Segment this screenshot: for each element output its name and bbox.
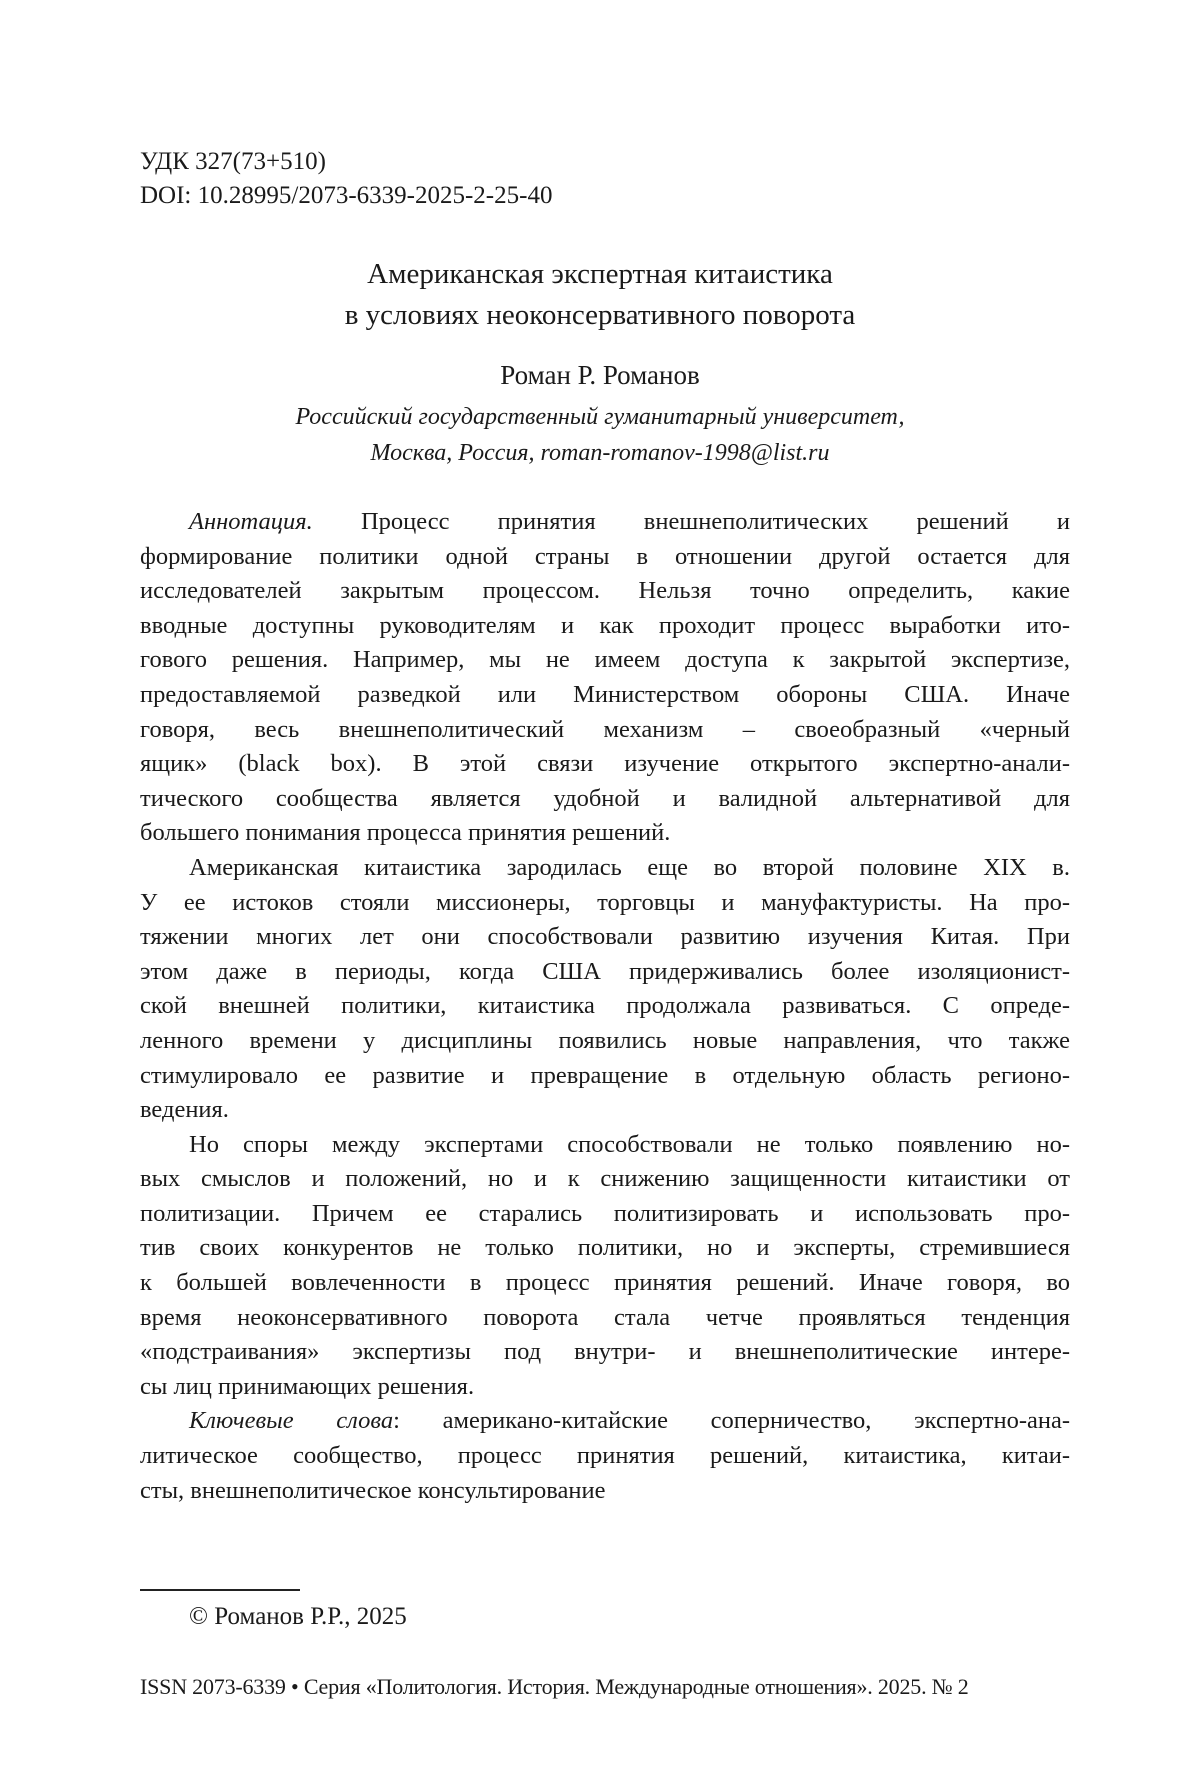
abstract-line: исследователей закрытым процессом. Нельзя точно определить, какие [140,577,1070,605]
keywords-line: литическое сообщество, процесс принятия решений, китаистика, китаи- [140,1442,1070,1470]
abstract-line: Американская китаистика зародилась еще во второй половине XIX в. [189,853,1070,881]
abstract-line: вых смыслов и положений, но и к снижению защищенности китаистики от [140,1165,1070,1193]
author-affiliation: Российский государственный гуманитарный университет, [295,404,905,430]
abstract-line: тив своих конкурентов не только политики, но и эксперты, стремившиеся [140,1234,1070,1262]
abstract-line: тического сообщества является удобной и валидной альтернативой для [140,784,1070,812]
keywords-label: Ключевые слова [189,1407,394,1435]
abstract-line: говоря, весь внешнеполитический механизм – своеобразный «черный [140,715,1070,743]
abstract-line: ской внешней политики, китаистика продолжала развиваться. С опреде- [140,992,1070,1020]
abstract-line: ленного времени у дисциплины появились новые направления, что также [140,1026,1070,1054]
abstract [140,505,1070,1508]
keywords-line: сты, внешнеполитическое консультирование [140,1476,606,1504]
abstract-label: Аннотация. [189,508,313,535]
keywords-line: Ключевые слова: американо-китайские соперничество, экспертно-ана- [189,1407,1070,1435]
abstract-line: стимулировало ее развитие и превращение в отдельную область регионо- [140,1061,1070,1089]
abstract-line: тяжении многих лет они способствовали развитию изучения Китая. При [140,923,1070,951]
abstract-line: ведения. [140,1096,229,1124]
abstract-line: этом даже в периоды, когда США придерживались более изоляционист- [140,957,1070,985]
abstract-line: вводные доступны руководителям и как проходит процесс выработки ито- [140,611,1070,639]
abstract-line: ящик» (black box). В этой связи изучение открытого экспертно-анали- [140,750,1070,778]
abstract-line: политизации. Причем ее старались политизировать и использовать про- [140,1199,1070,1227]
footnote-divider [140,1589,300,1591]
abstract-line: время неоконсервативного поворота стала четче проявляться тенденция [140,1303,1070,1331]
author-name: Роман Р. Романов [500,360,700,390]
abstract-line: У ее истоков стояли миссионеры, торговцы и мануфактуристы. На про- [140,888,1070,916]
abstract-line: к большей вовлеченности в процесс принятия решений. Иначе говоря, во [140,1269,1070,1297]
abstract-line: большего понимания процесса принятия решений. [140,819,671,847]
journal-footer: ISSN 2073-6339 • Серия «Политология. История. Международные отношения». 2025. № 2 [140,1674,969,1699]
abstract-line: предоставляемой разведкой или Министерством обороны США. Иначе [140,680,1070,708]
article-title-line-2: в условиях неоконсервативного поворота [344,299,856,331]
udk-code: УДК 327(73+510) [140,148,326,175]
author-location-email: Москва, Россия, roman-romanov-1998@list.ru [370,440,830,466]
doi: DOI: 10.28995/2073-6339-2025-2-25-40 [140,182,553,209]
abstract-line: сы лиц принимающих решения. [140,1372,475,1400]
article-title-line-1: Американская экспертная китаистика [367,258,833,290]
copyright-notice: © Романов Р.Р., 2025 [189,1603,407,1630]
abstract-line: «подстраивания» экспертизы под внутри- и внешнеполитические интере- [140,1338,1070,1366]
abstract-line: гового решения. Например, мы не имеем доступа к закрытой экспертизе, [140,646,1070,674]
abstract-line: формирование политики одной страны в отношении другой остается для [140,542,1070,570]
abstract-line: Аннотация. Процесс принятия внешнеполитических решений и [189,508,1070,535]
abstract-line: Но споры между экспертами способствовали не только появлению но- [189,1130,1070,1158]
